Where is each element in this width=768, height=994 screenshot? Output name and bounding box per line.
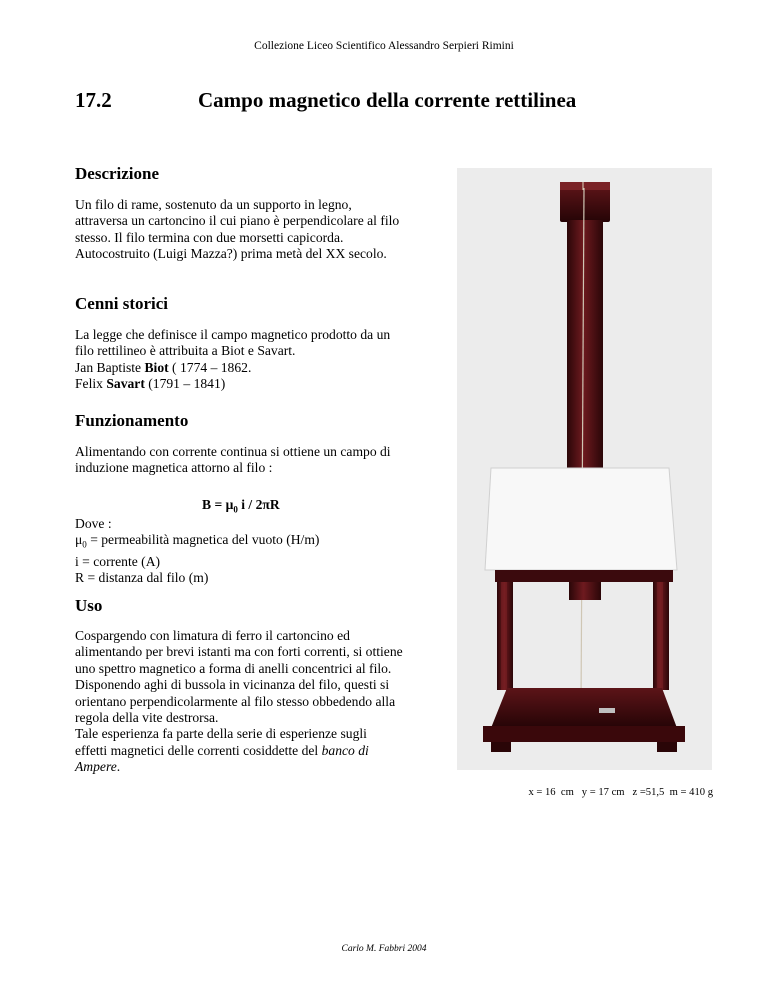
- text-line: Felix Savart (1791 – 1841): [75, 376, 226, 392]
- page-footer: Carlo M. Fabbri 2004: [341, 944, 427, 954]
- text-line: stesso. Il filo termina con due morsetti capicorda.: [75, 229, 344, 245]
- text-line: Autocostruito (Luigi Mazza?) prima metà del XX secolo.: [75, 246, 387, 262]
- text-line: La legge che definisce il campo magnetico prodotto da un: [75, 327, 391, 342]
- descrizione-text: [75, 197, 447, 263]
- text-line: i = corrente (A): [75, 553, 161, 569]
- title-number: 17.2: [75, 88, 112, 112]
- apparatus-photo: [457, 168, 712, 770]
- definitions: [75, 516, 319, 586]
- text-line: Un filo di rame, sostenuto da un supporto in legno,: [75, 197, 352, 212]
- text-line: Disponendo aghi di bussola in vicinanza del filo, questi si: [75, 677, 390, 693]
- text-line: induzione magnetica attorno al filo :: [75, 460, 273, 476]
- text-line: uno spettro magnetico a forma di anelli concentrici al filo.: [75, 660, 392, 676]
- text-line: Ampere.: [75, 759, 121, 775]
- text-line: filo rettilineo è attribuita a Biot e Savart.: [75, 343, 296, 359]
- text-line: $\mu_0$ = permeabilità magnetica del vuoto (H/m): [75, 532, 320, 551]
- heading-descrizione: Descrizione: [75, 164, 160, 183]
- title-text: Campo magnetico della corrente rettilinea: [198, 88, 577, 112]
- text-line: Alimentando con corrente continua si ottiene un campo di: [75, 444, 391, 459]
- formula: $B = \mu_0$ i / 2πR: [202, 497, 280, 515]
- text-line: alimentando per brevi istanti ma con forti correnti, si ottiene: [75, 644, 403, 660]
- page-header: Collezione Liceo Scientifico Alessandro Serpieri Rimini: [254, 40, 514, 52]
- text-line: Jan Baptiste Biot ( 1774 – 1862.: [75, 359, 252, 375]
- text-line: orientano perpendicolarmente al filo stesso obbedendo alla: [75, 693, 396, 709]
- text-line: regola della vite destrorsa.: [75, 710, 219, 726]
- heading-funzionamento: Funzionamento: [75, 411, 189, 430]
- text-line: attraversa un cartoncino il cui piano è perpendicolare al filo: [75, 213, 400, 229]
- name-savart: Savart: [106, 376, 145, 392]
- name-biot: Biot: [144, 359, 169, 375]
- dimensions-caption: x = 16 cm y = 17 cm z =51,5 m = 410 g: [528, 787, 713, 798]
- funzionamento-text: [75, 444, 447, 477]
- heading-uso: Uso: [75, 596, 103, 615]
- page-title: [75, 88, 576, 113]
- cenni-text: [75, 327, 447, 393]
- text-line: effetti magnetici delle correnti cosiddette del banco di: [75, 742, 369, 758]
- text-line: Dove :: [75, 516, 112, 531]
- text-line: Cospargendo con limatura di ferro il cartoncino ed: [75, 628, 350, 643]
- apparatus-illustration: [457, 168, 712, 770]
- heading-cenni-storici: Cenni storici: [75, 294, 169, 313]
- uso-text: [75, 628, 447, 776]
- text-line: R = distanza dal filo (m): [75, 569, 209, 585]
- text-line: Tale esperienza fa parte della serie di esperienze sugli: [75, 726, 367, 742]
